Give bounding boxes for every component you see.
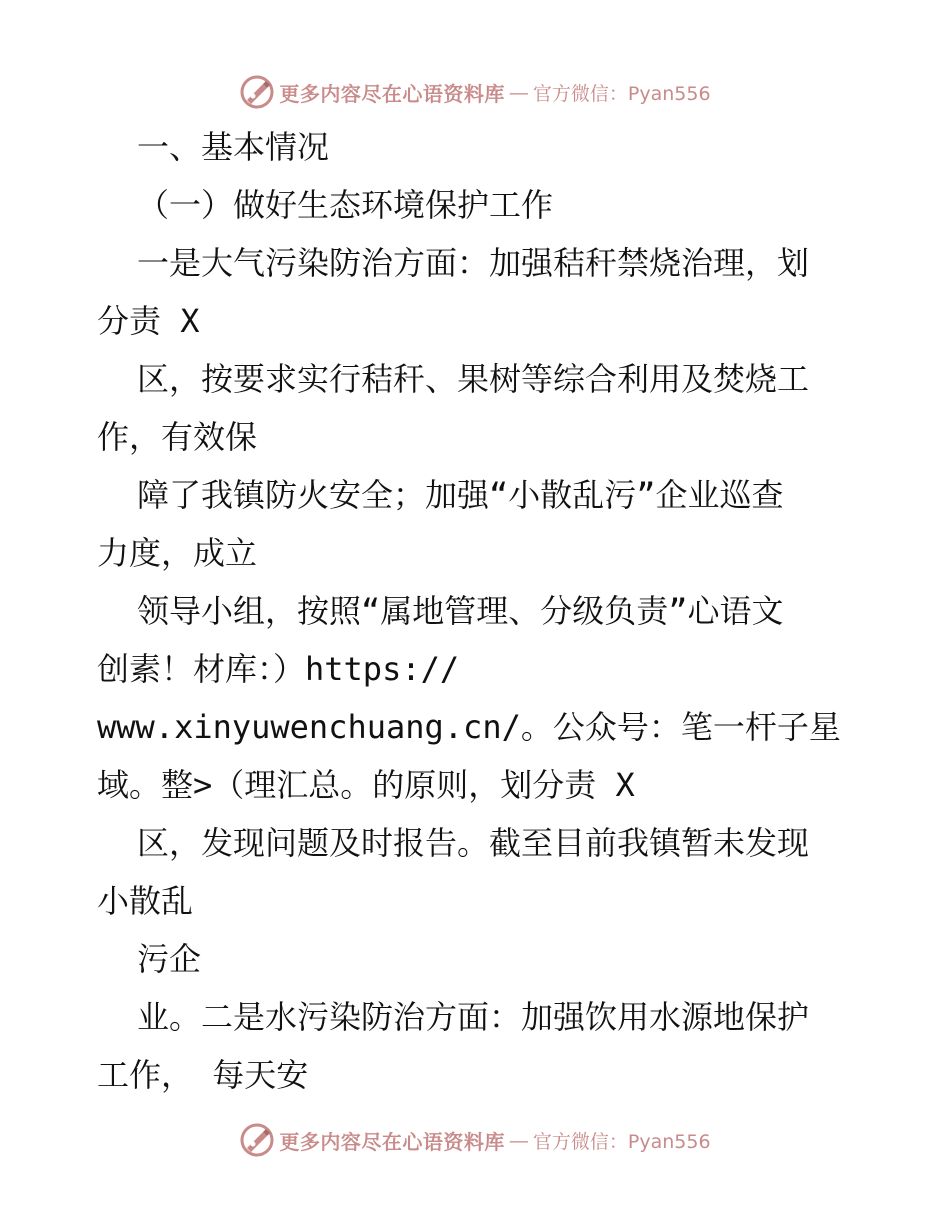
banner-title: 更多内容尽在心语资料库 xyxy=(279,1129,505,1154)
text-line: 区，按要求实行秸秆、果树等综合利用及焚烧工 xyxy=(137,360,810,398)
text-line: 区，发现问题及时报告。截至目前我镇暂未发现 xyxy=(137,824,810,862)
header-watermark-banner xyxy=(0,70,950,114)
pen-logo-icon xyxy=(239,74,275,110)
banner-separator: — xyxy=(508,1128,529,1152)
text-line: 小散乱 xyxy=(97,882,194,920)
text-line: www.xinyuwenchuang.cn/。公众号：笔一杆子星 xyxy=(97,708,841,746)
banner-separator: — xyxy=(508,80,529,104)
text-line: 创素！材库：）https:// xyxy=(97,650,460,688)
text-line: 业。二是水污染防治方面：加强饮用水源地保护 xyxy=(137,998,810,1036)
document-body xyxy=(97,118,857,1104)
text-line: 障了我镇防火安全；加强“小散乱污”企业巡查 xyxy=(137,476,784,514)
text-line: 工作， 每天安 xyxy=(97,1056,309,1094)
text-line: 分责 X xyxy=(97,302,200,340)
text-line: 域。整>（理汇总。的原则，划分责 X xyxy=(97,766,635,804)
text-line: 力度，成立 xyxy=(97,534,258,572)
text-line: （一）做好生态环境保护工作 xyxy=(137,186,554,224)
footer-watermark-banner xyxy=(0,1118,950,1162)
text-line: 一是大气污染防治方面：加强秸秆禁烧治理，划 xyxy=(137,244,810,282)
text-line: 污企 xyxy=(137,940,202,978)
text-line: 领导小组，按照“属地管理、分级负责”心语文 xyxy=(137,592,784,630)
pen-logo-icon xyxy=(239,1122,275,1158)
text-line: 一、基本情况 xyxy=(137,128,330,166)
banner-contact: 官方微信：Pyan556 xyxy=(532,82,711,105)
banner-title: 更多内容尽在心语资料库 xyxy=(279,81,505,106)
text-line: 作，有效保 xyxy=(97,418,258,456)
banner-contact: 官方微信：Pyan556 xyxy=(532,1130,711,1153)
